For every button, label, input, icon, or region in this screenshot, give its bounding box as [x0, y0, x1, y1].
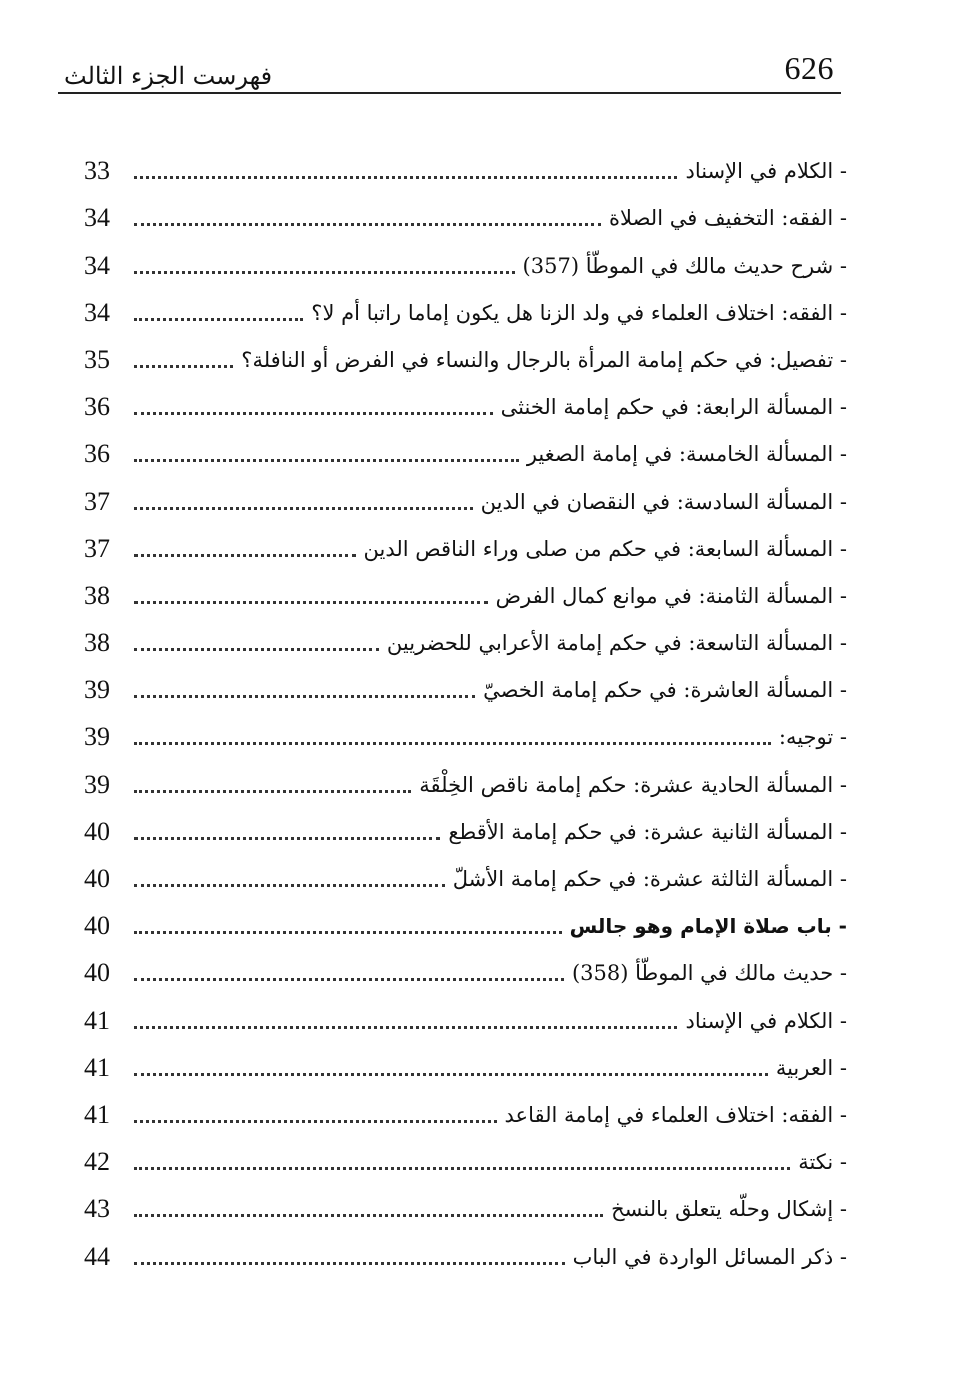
toc-entry [84, 1178, 847, 1225]
toc-entry [84, 1225, 847, 1272]
toc-entry-title: - المسألة الحادية عشرة: حكم إمامة ناقص الخِلْقَة [419, 772, 847, 797]
toc-entry [84, 1037, 847, 1084]
toc-entry-title: - إشكال وحلّه يتعلق بالنسخ [611, 1197, 847, 1222]
toc-entry-title: - الفقه: اختلاف العلماء في ولد الزنا هل يكون إماما راتبا أم لا؟ [311, 300, 847, 325]
toc-entry [84, 942, 847, 989]
dot-leader [134, 695, 475, 698]
toc-entry-page: 39 [84, 769, 110, 799]
toc-entry-page: 34 [84, 250, 110, 280]
toc-entry-title: - العربية [775, 1055, 847, 1080]
toc-entry [84, 659, 847, 706]
toc-entry-title: - الكلام في الإسناد [685, 1008, 847, 1033]
toc-entry [84, 234, 847, 281]
header-rule [58, 92, 841, 94]
table-of-contents [84, 140, 847, 1273]
toc-entry [84, 989, 847, 1036]
toc-entry-title: - المسألة التاسعة: في حكم إمامة الأعرابي للحضريين [386, 631, 847, 656]
dot-leader [134, 459, 519, 462]
toc-entry [84, 801, 847, 848]
dot-leader [134, 365, 233, 368]
toc-entry-title: - الكلام في الإسناد [685, 159, 847, 184]
toc-entry-page: 36 [84, 439, 110, 469]
toc-entry-page: 39 [84, 722, 110, 752]
toc-entry-page: 41 [84, 1052, 110, 1082]
toc-entry-title: - الفقه: التخفيف في الصلاة [609, 206, 847, 231]
toc-entry [84, 518, 847, 565]
dot-leader [134, 554, 356, 557]
toc-entry-page: 41 [84, 1005, 110, 1035]
toc-entry-title: - باب صلاة الإمام وهو جالس [569, 914, 847, 939]
toc-entry-title: - توجيه: [778, 725, 847, 750]
toc-entry-title: - نكتة [798, 1150, 847, 1175]
toc-entry-title: - ذكر المسائل الواردة في الباب [572, 1244, 847, 1269]
toc-entry-page: 33 [84, 156, 110, 186]
dot-leader [134, 507, 473, 510]
toc-entry-page: 37 [84, 486, 110, 516]
toc-entry-page: 40 [84, 911, 110, 941]
toc-entry [84, 753, 847, 800]
toc-entry-title: - المسألة العاشرة: في حكم إمامة الخصيّ [483, 678, 847, 703]
toc-entry-page: 44 [84, 1241, 110, 1271]
toc-entry-title: - المسألة الثانية عشرة: في حكم إمامة الأقطع [448, 819, 847, 844]
toc-entry-title: - المسألة الرابعة: في حكم إمامة الخنثى [500, 395, 847, 420]
toc-entry-page: 35 [84, 344, 110, 374]
toc-entry-page: 42 [84, 1147, 110, 1177]
toc-entry-page: 43 [84, 1194, 110, 1224]
toc-entry-title: - المسألة الثامنة: في موانع كمال الفرض [495, 583, 847, 608]
toc-entry [84, 706, 847, 753]
toc-entry-page: 34 [84, 297, 110, 327]
dot-leader [134, 601, 488, 604]
toc-entry-page: 40 [84, 864, 110, 893]
dot-leader [134, 790, 411, 793]
toc-entry-title: - حديث مالك في الموطّأ (358) [571, 961, 847, 986]
toc-entry-title: - المسألة السادسة: في النقصان في الدين [480, 489, 847, 514]
dot-leader [134, 1262, 565, 1265]
toc-entry-page: 36 [84, 392, 110, 422]
toc-entry-title: - المسألة الثالثة عشرة: في حكم إمامة الأشلّ [452, 867, 847, 891]
page-header [60, 40, 840, 96]
toc-entry-title: - شرح حديث مالك في الموطّأ (357) [522, 253, 847, 278]
dot-leader [134, 1026, 677, 1029]
toc-entry-page: 40 [84, 816, 110, 846]
toc-entry-page: 37 [84, 533, 110, 563]
toc-entry [84, 1131, 847, 1178]
toc-entry-title: - المسألة السابعة: في حكم من صلى وراء الناقص الدين [363, 536, 847, 561]
toc-entry-title: - تفصيل: في حكم إمامة المرأة بالرجال والنساء في الفرض أو النافلة؟ [241, 347, 847, 372]
dot-leader [134, 648, 379, 651]
dot-leader [134, 223, 601, 226]
dot-leader [134, 931, 562, 934]
dot-leader [134, 1167, 790, 1170]
toc-entry-title: - الفقه: اختلاف العلماء في إمامة القاعد [504, 1102, 847, 1127]
toc-entry [84, 282, 847, 329]
toc-entry [84, 187, 847, 234]
toc-entry [84, 1084, 847, 1131]
toc-entry-page: 34 [84, 203, 110, 233]
dot-leader [134, 837, 440, 840]
toc-entry [84, 612, 847, 659]
toc-entry [84, 423, 847, 470]
dot-leader [134, 271, 515, 274]
toc-entry-page: 38 [84, 628, 110, 658]
dot-leader [134, 1214, 603, 1217]
dot-leader [134, 742, 771, 745]
page-number: 626 [784, 50, 834, 86]
dot-leader [134, 412, 493, 415]
dot-leader [134, 1120, 497, 1123]
dot-leader [134, 176, 677, 179]
toc-entry [84, 329, 847, 376]
running-title: فهرست الجزء الثالث [64, 62, 273, 90]
dot-leader [134, 978, 564, 981]
toc-entry-page: 39 [84, 675, 110, 705]
toc-entry [84, 895, 847, 942]
dot-leader [134, 884, 445, 887]
toc-entry [84, 140, 847, 187]
toc-entry [84, 848, 847, 895]
toc-entry-page: 40 [84, 958, 110, 988]
toc-entry [84, 376, 847, 423]
toc-entry-page: 41 [84, 1099, 110, 1129]
dot-leader [134, 1073, 768, 1076]
toc-entry [84, 470, 847, 517]
toc-entry-page: 38 [84, 580, 110, 610]
dot-leader [134, 318, 303, 321]
toc-entry [84, 565, 847, 612]
toc-entry-title: - المسألة الخامسة: في إمامة الصغير [526, 442, 847, 467]
